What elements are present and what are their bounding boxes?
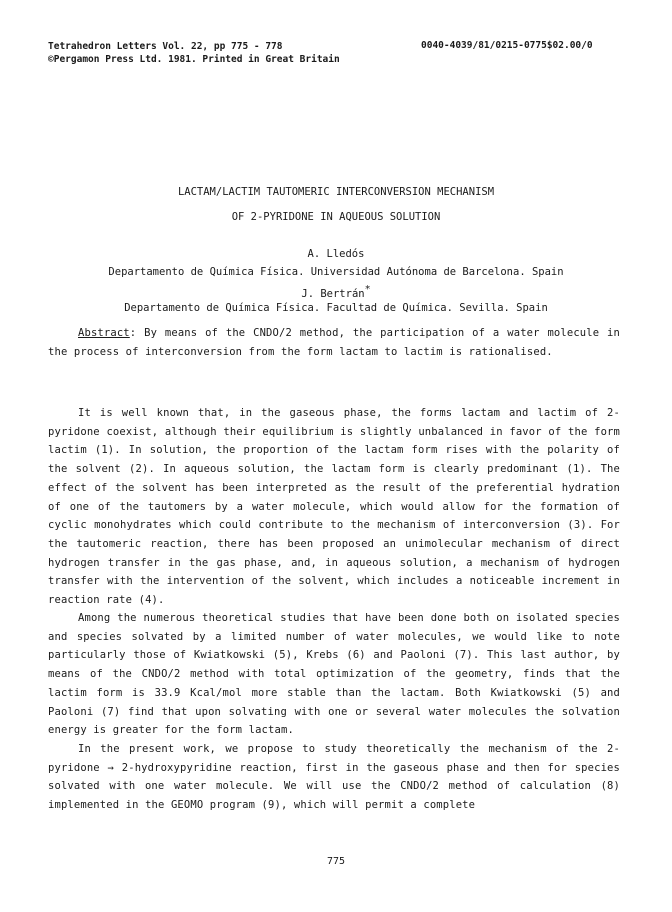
author-2-line — [0, 284, 672, 300]
title-line-2: OF 2-PYRIDONE IN AQUEOUS SOLUTION — [231, 211, 441, 223]
author-2-affiliation: Departamento de Química Física. Facultad de Química. Sevilla. Spain — [124, 302, 548, 314]
paragraph-2: Among the numerous theoretical studies that have been done both on isolated species and species solvated by a limited number of water molecules, we would like to note particularly those of Kwiatkowski (5), Krebs (6) and Paoloni (7). This last author, by means of the CNDO/2 method with total optimization of the geometry, finds that the lactim form is 33.9 Kcal/mol more stable than the lactam. Both Kwiatkowski (5) and Paoloni (7) find that upon solvating with one or several water molecules the solvation energy is greater for the form lactam. — [48, 612, 620, 737]
author-1-affiliation: Departamento de Química Física. Universidad Autónoma de Barcelona. Spain — [108, 266, 564, 278]
abstract-text: : By means of the CNDO/2 method, the participation of a water molecule in the process of interconversion from the form lactam to lactim is rationalised. — [48, 327, 620, 358]
abstract-label: Abstract — [78, 327, 130, 339]
paragraph-1: It is well known that, in the gaseous phase, the forms lactam and lactim of 2-pyridone coexist, although their equilibrium is slightly unbalanced in favor of the form lactim (1). In solution, the proportion of the lactam form rises with the polarity of the solvent (2). In aqueous solution, the lactam form is clearly predominant (1). The effect of the solvent has been interpreted as the result of the preferential hydration of one of the tautomers by a water molecule, which would allow for the formation of cyclic monohydrates which could contribute to the mechanism of interconversion (3). For the tautomeric reaction, there has been proposed an unimolecular mechanism of direct hydrogen transfer in the gas phase, and, in aqueous solution, a mechanism of hydrogen transfer with the intervention of the solvent, which includes a noticeable increment in reaction rate (4). — [48, 407, 620, 607]
abstract — [48, 324, 620, 361]
title-line-1: LACTAM/LACTIM TAUTOMERIC INTERCONVERSION MECHANISM — [177, 186, 495, 198]
copyright-line: ©Pergamon Press Ltd. 1981. Printed in Great Britain — [48, 54, 340, 65]
corresponding-author-mark: * — [364, 284, 371, 295]
journal-citation: Tetrahedron Letters Vol. 22, pp 775 - 778 — [48, 41, 283, 52]
article-code: 0040-4039/81/0215-0775$02.00/0 — [421, 40, 593, 51]
author-1-name: A. Lledós — [307, 248, 365, 260]
page-number: 775 — [326, 856, 346, 867]
author-2-name: J. Bertrán — [301, 288, 365, 300]
paragraph-3: In the present work, we propose to study theoretically the mechanism of the 2-pyridone → 2-hydroxypyridine reaction, first in the gaseous phase and then for species solvated with one water molecule. We will use the CNDO/2 method of calculation (8) implemented in the GEOMO program (9), which will permit a complete — [48, 743, 620, 812]
journal-header — [48, 40, 340, 66]
